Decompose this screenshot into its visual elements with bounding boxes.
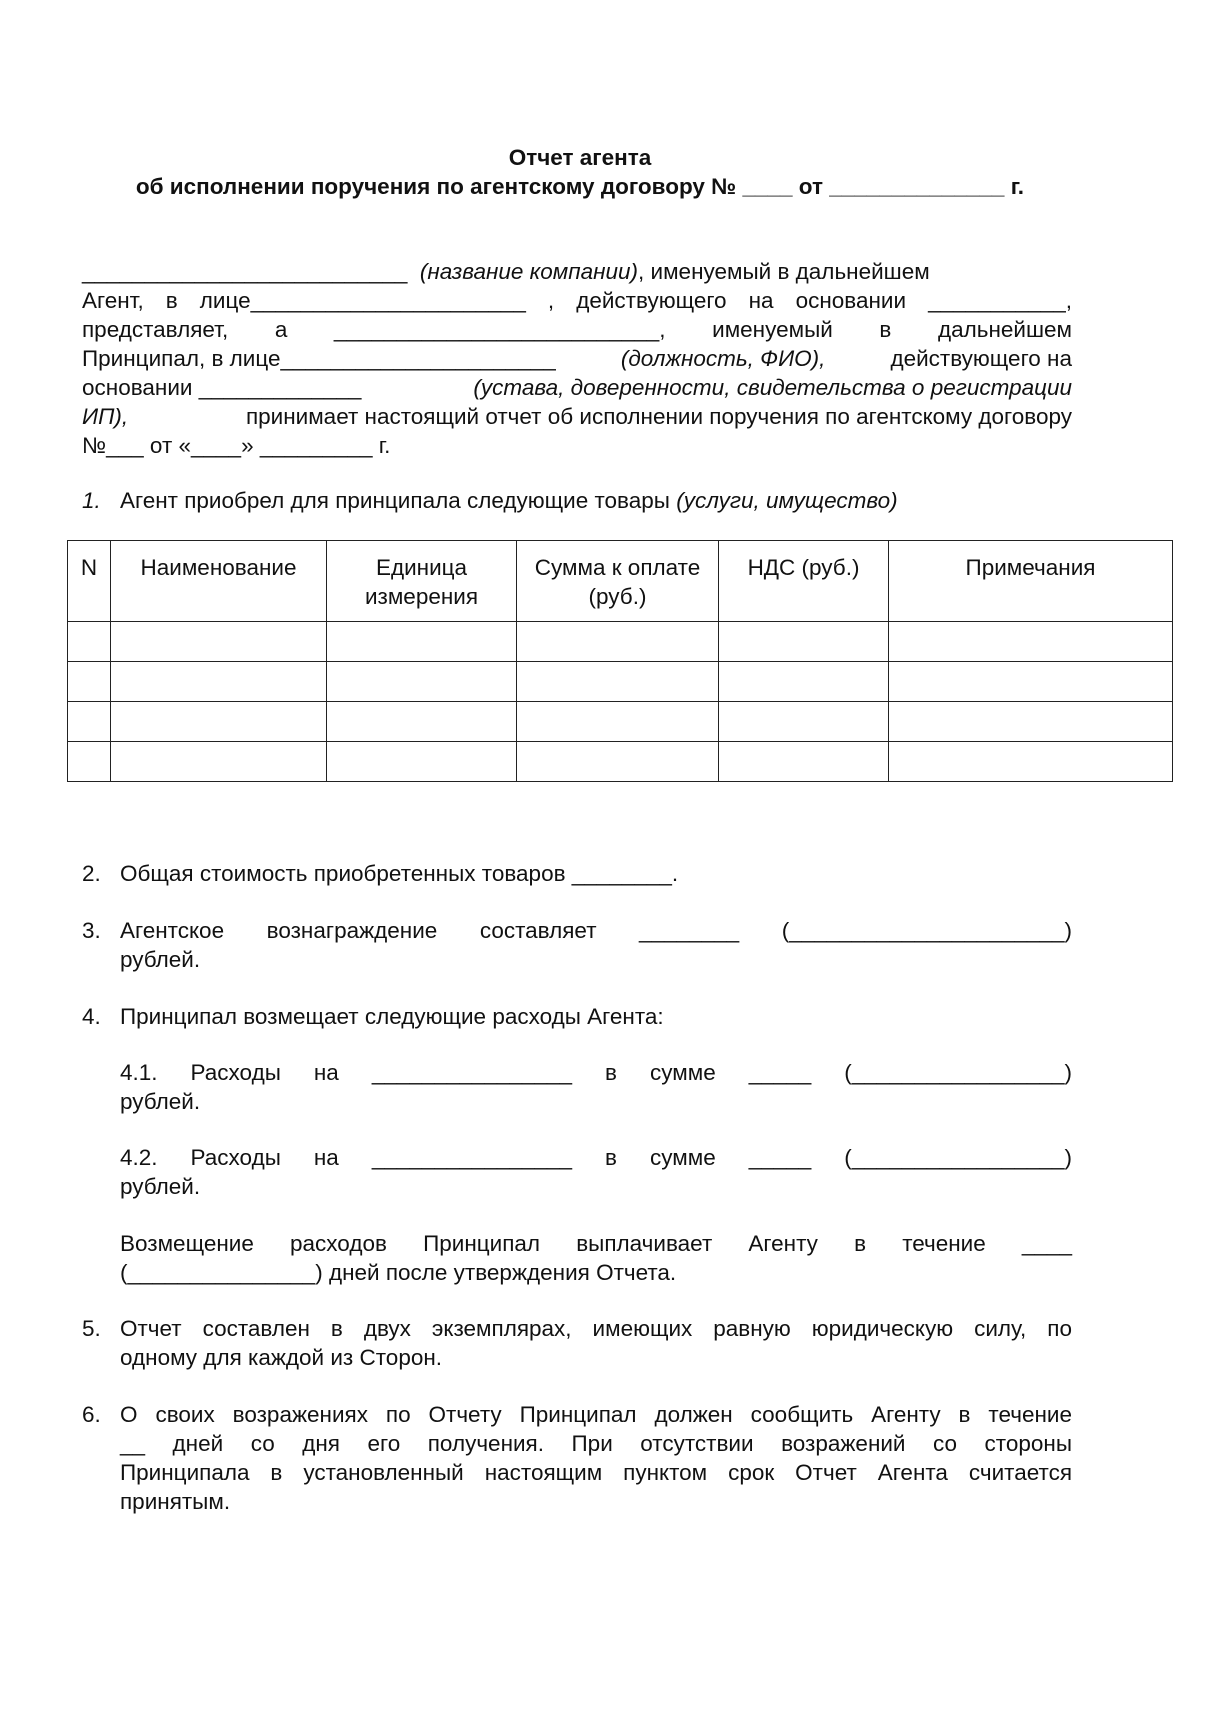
document-subtitle: об исполнении поручения по агентскому договору № ____ от ______________ г. xyxy=(135,174,1025,199)
intro-paragraph xyxy=(82,257,1072,460)
col-header-name: Наименование xyxy=(111,541,327,622)
table-cell xyxy=(68,702,111,742)
intro-line-4: Принципал, в лице______________________ (должность, ФИО), действующего на xyxy=(82,346,1072,371)
table-cell xyxy=(327,662,517,702)
table-cell xyxy=(68,662,111,702)
intro-line-5: основании _____________ (устава, доверенности, свидетельства о регистрации xyxy=(82,375,1072,400)
table-row xyxy=(68,662,1173,702)
section-2-number: 2. xyxy=(82,861,101,886)
table-cell xyxy=(327,622,517,662)
table-row xyxy=(68,622,1173,662)
section-3-number: 3. xyxy=(82,918,101,943)
table-cell xyxy=(111,742,327,782)
col-header-unit: Единица измерения xyxy=(327,541,517,622)
col-header-vat: НДС (руб.) xyxy=(719,541,889,622)
table-cell xyxy=(719,622,889,662)
section-4-reimbursement: Возмещение расходов Принципал выплачивает Агенту в течение ____ (_______________) дней после утверждения Отчета. xyxy=(120,1231,1072,1285)
section-1-number: 1. xyxy=(82,488,101,513)
table-cell xyxy=(889,702,1173,742)
section-6-number: 6. xyxy=(82,1402,101,1427)
section-5-number: 5. xyxy=(82,1316,101,1341)
section-6-text: О своих возражениях по Отчету Принципал должен сообщить Агенту в течение __ дней со дня его получения. При отсутствии возражений со стороны Принципала в установленный настоящим пунктом срок Отчет Агента считается принятым. xyxy=(120,1402,1072,1514)
section-2-text: Общая стоимость приобретенных товаров ________. xyxy=(120,861,679,886)
section-4-2: 4.2. Расходы на ________________ в сумме _____ (_________________) рублей. xyxy=(120,1145,1072,1199)
section-1-text: Агент приобрел для принципала следующие товары (услуги, имущество) xyxy=(120,488,898,513)
col-header-amount: Сумма к оплате (руб.) xyxy=(517,541,719,622)
section-4-text: Принципал возмещает следующие расходы Агента: xyxy=(120,1004,664,1029)
col-header-n: N xyxy=(68,541,111,622)
section-4-number: 4. xyxy=(82,1004,101,1029)
document-title: Отчет агента xyxy=(508,145,652,170)
section-3-text: Агентское вознаграждение составляет ________ (______________________) рублей. xyxy=(120,918,1072,972)
table-cell xyxy=(719,702,889,742)
table-cell xyxy=(517,742,719,782)
intro-line-1: __________________________ (название компании), именуемый в дальнейшем xyxy=(82,259,930,284)
table-cell xyxy=(68,622,111,662)
table-cell xyxy=(517,662,719,702)
table-cell xyxy=(111,702,327,742)
table-row xyxy=(68,742,1173,782)
goods-table xyxy=(67,540,1173,782)
table-row xyxy=(68,702,1173,742)
intro-line-6: ИП), принимает настоящий отчет об исполнении поручения по агентскому договору xyxy=(82,404,1072,429)
table-cell xyxy=(719,742,889,782)
table-cell xyxy=(68,742,111,782)
col-header-notes: Примечания xyxy=(889,541,1173,622)
table-cell xyxy=(327,742,517,782)
intro-line-3: представляет, а __________________________, именуемый в дальнейшем xyxy=(82,317,1072,342)
table-cell xyxy=(327,702,517,742)
intro-line-7: №___ от «____» _________ г. xyxy=(82,433,391,458)
table-cell xyxy=(889,622,1173,662)
table-cell xyxy=(517,622,719,662)
table-cell xyxy=(889,662,1173,702)
section-5-text: Отчет составлен в двух экземплярах, имеющих равную юридическую силу, по одному для каждой из Сторон. xyxy=(120,1316,1072,1370)
section-4-1: 4.1. Расходы на ________________ в сумме _____ (_________________) рублей. xyxy=(120,1060,1072,1114)
table-cell xyxy=(111,622,327,662)
table-cell xyxy=(889,742,1173,782)
table-cell xyxy=(111,662,327,702)
table-cell xyxy=(719,662,889,702)
table-header-row xyxy=(68,541,1173,622)
intro-line-2: Агент, в лице______________________ , действующего на основании ___________, xyxy=(82,288,1072,313)
table-cell xyxy=(517,702,719,742)
